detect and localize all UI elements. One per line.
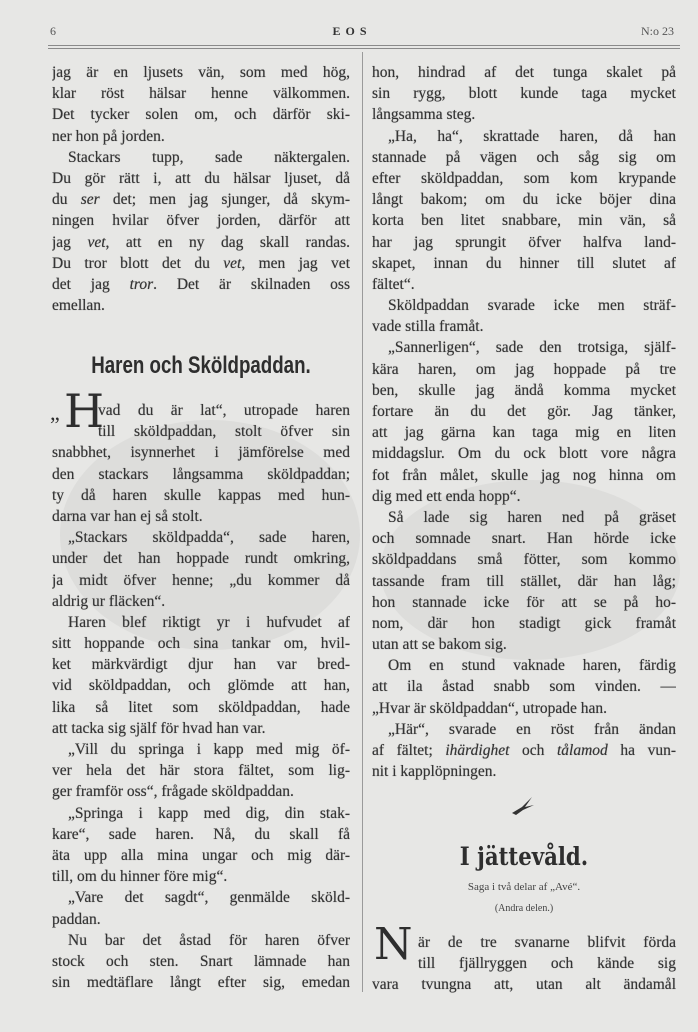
text-line: att tacka sig själf för hvad han var. [52, 719, 266, 737]
text-line: vade stilla framåt. [372, 318, 484, 336]
italic-word: vet [223, 254, 242, 272]
text-line: snabbhet, isynnerhet i jämförelse med [52, 444, 350, 462]
text-segment: Du tror blott det du [52, 254, 224, 272]
text-segment: . Det är skilnaden oss [153, 275, 350, 293]
text-line [52, 253, 350, 274]
story-title: I jättevåld. [459, 842, 589, 871]
text-line: darna var han ej så stolt. [52, 507, 203, 525]
text-line: Haren blef riktigt yr i hufvudet af [68, 613, 350, 631]
text-line: Sköldpaddan svarade icke men sträf- [388, 297, 676, 315]
text-line: till fjällryggen och kände sig [418, 955, 676, 973]
right-column-story-text [372, 62, 676, 782]
text-line: aldrig ur fläcken“. [52, 592, 166, 610]
header-rule [48, 48, 680, 49]
text-line: sköldpaddans små fötter, som kommo [372, 551, 676, 569]
text-line [372, 740, 676, 761]
text-line: Det tycker solen om, och därför ski- [52, 106, 350, 124]
text-line: hon stannade icke för att se på ho- [372, 593, 676, 611]
text-line: långsamma steg. [372, 106, 476, 124]
journal-title: E O S [332, 24, 368, 38]
text-line: efter sköldpaddan, som kom krypande [372, 169, 676, 187]
text-line: äta upp alla mina ungar och mig där- [52, 846, 350, 864]
text-line: emellan. [52, 297, 105, 315]
text-line: den stackars långsamma sköldpaddan; [52, 465, 350, 483]
text-line: kare“, sade haren. Nå, du skall få [52, 825, 350, 843]
text-line: skapet, innan du hinner till slutet af [372, 254, 676, 272]
text-line: att jag gärna kan taga mig en liten [372, 424, 676, 442]
text-line: paddan. [52, 910, 101, 928]
text-line: vara tvungna att, utan alt ändamål [372, 976, 676, 994]
text-line: ger framför oss“, frågade sköldpaddan. [52, 783, 294, 801]
text-line: klar röst hälsar henne välkommen. [52, 85, 350, 103]
italic-word: tålamod [556, 742, 608, 759]
text-line: kära haren, om jag hoppade på tre [372, 360, 676, 378]
text-line: nom, där hon stadigt gick framåt [372, 614, 676, 632]
text-line: „Vill du springa i kapp med mig öf- [68, 741, 350, 758]
text-line: dig med ett enda hopp“. [372, 487, 521, 505]
column-divider [362, 52, 363, 992]
page-number: 6 [50, 24, 56, 38]
text-line: fortare än du det gör. Jag tänker, [372, 403, 676, 420]
text-line: är de tre svanarne blifvit förda [418, 934, 676, 951]
text-line: till sköldpaddan, stolt öfver sin [98, 423, 350, 441]
text-line: ja midt öfver henne; „du kommer då [52, 571, 350, 589]
text-segment: ha vun- [607, 742, 676, 759]
text-line: „Stackars sköldpadda“, sade haren, [68, 529, 350, 547]
text-segment: af fältet; [372, 742, 446, 759]
text-line: vad du är lat“, utropade haren [98, 402, 350, 419]
text-line: „Här“, svarade en röst från ändan [388, 720, 676, 738]
drop-cap: N [374, 919, 413, 970]
text-line: utan att se bakom sig. [372, 636, 507, 654]
text-line: nit i kapplöpningen. [372, 763, 497, 781]
text-line: att ila åstad snabb som vinden. — [372, 678, 676, 696]
text-line: och somnade snart. Han hörde icke [372, 530, 676, 548]
text-line: vid sköldpaddan, och glömde att han, [52, 677, 350, 695]
text-line: „Vare det sagdt“, genmälde sköld- [68, 889, 350, 907]
text-line: stock och sten. Snart lämnade han [52, 952, 350, 970]
text-line [52, 232, 350, 253]
text-line: sitt hoppande och sina tankar om, hvil- [52, 635, 350, 653]
italic-word: tror [129, 275, 154, 293]
text-line: „Hvar är sköldpaddan“, utropade han. [372, 699, 607, 717]
text-line: under det han hoppade rundt omkring, [52, 550, 350, 568]
text-line: har jag sprungit öfver halfva land- [372, 233, 676, 251]
text-line: Stackars tupp, sade näktergalen. [68, 148, 350, 166]
text-line: fot från målet, skulle jag nog hinna om [372, 466, 676, 484]
text-line: Du gör rätt i, att du hälsar ljuset, då [52, 169, 350, 187]
text-line: Nu bar det åstad för haren öfver [68, 931, 350, 949]
story-subtitle: Saga i två delar af „Avé“. [467, 881, 581, 893]
drop-cap-quote: „ [50, 400, 60, 425]
italic-word: ser [80, 191, 100, 209]
text-segment: , men jag vet [241, 254, 350, 272]
italic-word: vet [87, 233, 106, 251]
text-line: tassande fram till stället, där han låg; [372, 572, 676, 590]
text-line: ner hon på jorden. [52, 127, 165, 145]
text-line [52, 189, 350, 210]
text-segment: det jag [52, 275, 130, 293]
text-segment: , att en ny dag skall randas. [105, 233, 350, 251]
text-line: ket märkvärdigt djur han var bred- [52, 656, 350, 674]
swallow-icon [510, 795, 536, 822]
text-line: „Springa i kapp med dig, din stak- [68, 804, 350, 822]
text-line: „Ha, ha“, skrattade haren, då han [388, 127, 676, 145]
story-part: (Andra delen.) [494, 903, 554, 914]
text-line: fältet“. [372, 275, 415, 293]
text-line: sin medtäflare långt efter sig, emedan [52, 974, 350, 992]
text-segment: och [509, 742, 557, 759]
text-line: lika så litet som sköldpaddan, hade [52, 698, 350, 716]
header-rule [48, 45, 680, 46]
text-line [52, 274, 350, 295]
text-segment: det; men jag sjunger, då skym- [99, 191, 350, 209]
story-title: Haren och Sköldpaddan. [91, 352, 311, 379]
text-line: till, om du hinner före mig“. [52, 868, 228, 886]
text-line: ver hela det här stora fältet, som lig- [52, 762, 350, 780]
text-line: långt bakom; om du icke böjer dina [372, 191, 676, 209]
italic-word: ihärdighet [445, 742, 510, 759]
text-line: Om en stund vaknade haren, färdig [388, 657, 676, 675]
text-line: Så lade sig haren ned på gräset [388, 508, 676, 526]
issue-number: N:o 23 [641, 24, 674, 38]
text-line: jag är en ljusets vän, som med hög, [52, 64, 350, 81]
text-line: ty då haren skulle kappas med hun- [52, 486, 350, 504]
text-segment: jag [52, 233, 88, 251]
drop-cap: H [64, 384, 105, 438]
text-line: middagslur. Om du ock blott vore några [372, 445, 676, 463]
text-line: ben, skulle jag ändå komma mycket [372, 381, 676, 399]
left-column-top-text [52, 62, 350, 316]
text-line: stannade på vägen och såg sig om [372, 148, 676, 166]
text-line: korta ben litet snabbare, min vän, så [372, 212, 676, 230]
text-line: ningen hvilar öfver jorden, därför att [52, 212, 350, 230]
text-line: sin rygg, blott kunde taga mycket [372, 85, 676, 103]
text-line: „Sannerligen“, sade den trotsiga, själf- [388, 339, 676, 357]
text-segment: du [52, 191, 81, 209]
left-column-story-text [52, 400, 350, 993]
right-column-story2-text [372, 932, 676, 996]
text-line: hon, hindrad af det tunga skalet på [372, 64, 676, 81]
